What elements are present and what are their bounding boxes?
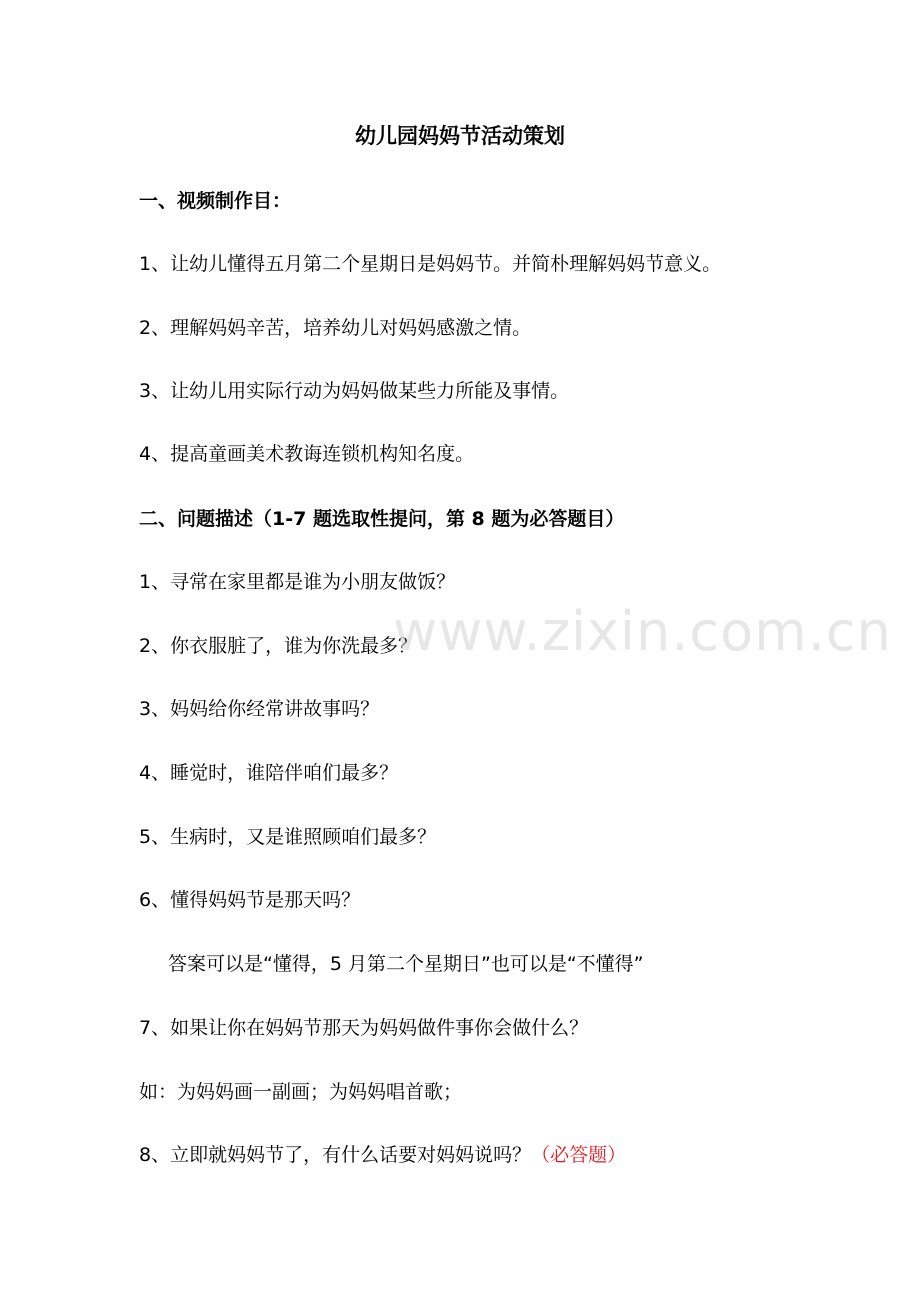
document-title: 幼儿园妈妈节活动策划 [355, 124, 565, 148]
section2-heading: 二、问题描述（1-7 题选取性提问，第 8 题为必答题目） [139, 508, 625, 530]
question-6: 6、懂得妈妈节是那天吗？ [139, 889, 361, 911]
question-8-text: 8、立即就妈妈节了，有什么话要对妈妈说吗？ [139, 1144, 532, 1166]
question-7-example: 如：为妈妈画一副画；为妈妈唱首歌； [139, 1081, 463, 1103]
question-2: 2、你衣服脏了，谁为你洗最多？ [139, 635, 418, 657]
section1-item-2: 2、理解妈妈辛苦，培养幼儿对妈妈感激之情。 [139, 317, 532, 339]
question-6-answer: 答案可以是“懂得，5 月第二个星期日”也可以是“不懂得” [168, 953, 644, 975]
question-4: 4、睡觉时，谁陪伴咱们最多？ [139, 762, 399, 784]
question-8 [139, 1138, 626, 1172]
question-7: 7、如果让你在妈妈节那天为妈妈做件事你会做什么？ [139, 1017, 589, 1039]
section1-item-1: 1、让幼儿懂得五月第二个星期日是妈妈节。并简朴理解妈妈节意义。 [139, 253, 722, 275]
required-tag: （必答题） [531, 1144, 627, 1166]
question-3: 3、妈妈给你经常讲故事吗？ [139, 698, 380, 720]
section1-item-4: 4、提高童画美术教诲连锁机构知名度。 [139, 443, 475, 465]
section1-heading: 一、视频制作目： [139, 190, 292, 212]
section1-item-3: 3、让幼儿用实际行动为妈妈做某些力所能及事情。 [139, 380, 570, 402]
question-1: 1、寻常在家里都是谁为小朋友做饭？ [139, 571, 456, 593]
question-5: 5、生病时，又是谁照顾咱们最多？ [139, 826, 437, 848]
watermark: www.zixin.com.cn [393, 600, 892, 663]
